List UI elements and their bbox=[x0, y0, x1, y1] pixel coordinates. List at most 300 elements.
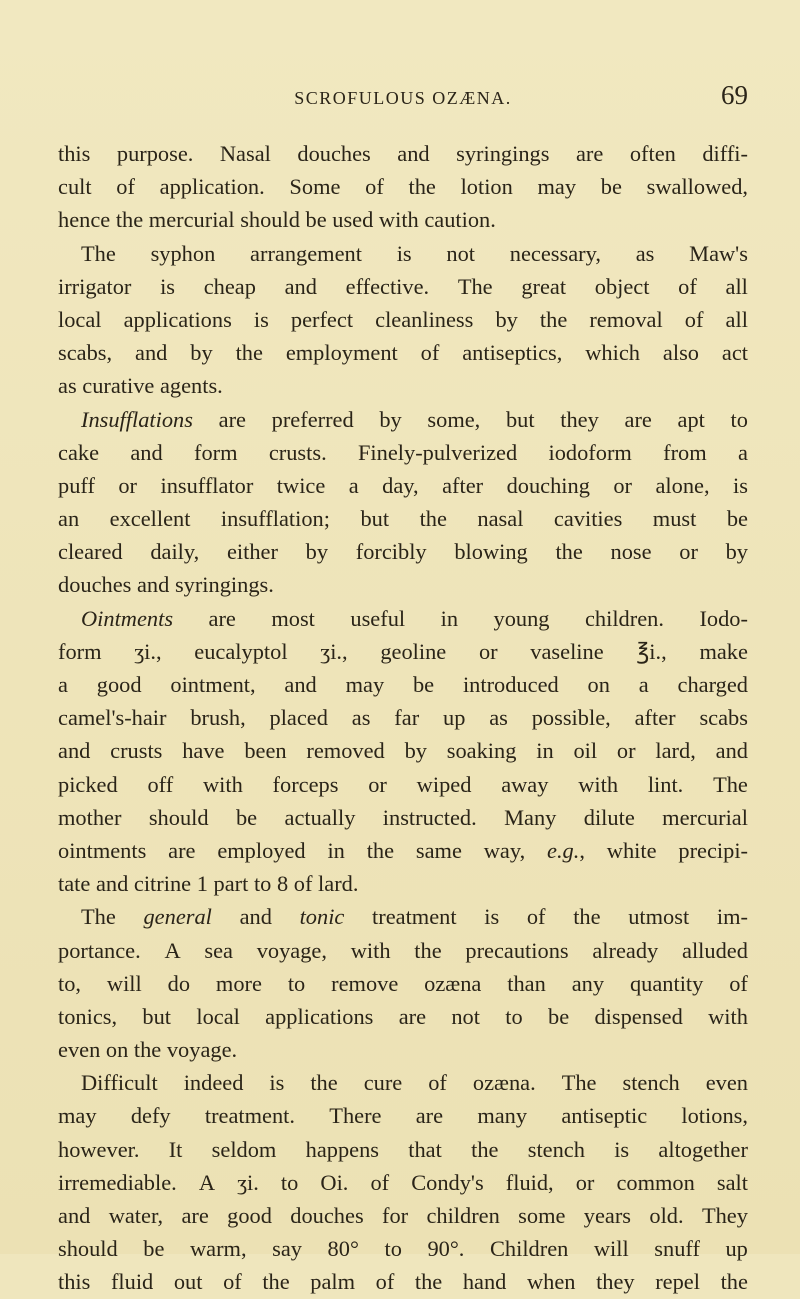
word: lotions, bbox=[681, 1103, 748, 1129]
word: part bbox=[213, 871, 249, 897]
word: blowing bbox=[454, 539, 528, 565]
word: voyage, bbox=[256, 937, 327, 963]
body-text bbox=[58, 137, 748, 1299]
word: ozæna bbox=[424, 970, 482, 996]
word: may bbox=[345, 672, 385, 697]
italic-term: e.g. bbox=[547, 837, 580, 863]
word: twice bbox=[276, 472, 326, 498]
word: to bbox=[384, 1236, 402, 1262]
text-line bbox=[58, 369, 748, 402]
word: is bbox=[160, 273, 175, 299]
word: do bbox=[167, 970, 191, 996]
word: all bbox=[725, 306, 748, 332]
word: be bbox=[548, 1003, 570, 1029]
word: cavities bbox=[553, 506, 623, 532]
word: with bbox=[378, 207, 419, 233]
word: are bbox=[624, 406, 652, 432]
word: water, bbox=[108, 1203, 164, 1228]
text-line bbox=[58, 303, 748, 336]
word: They bbox=[701, 1203, 748, 1228]
word: caution. bbox=[424, 207, 496, 233]
word: should bbox=[240, 207, 300, 233]
word: the bbox=[471, 1136, 499, 1162]
word: douches bbox=[297, 141, 371, 166]
text-line bbox=[58, 934, 748, 967]
word: but bbox=[505, 406, 535, 432]
word: possible, bbox=[531, 705, 611, 731]
word: applications bbox=[123, 306, 232, 332]
word: antiseptics, bbox=[462, 340, 563, 366]
word: an bbox=[58, 506, 80, 532]
word: with bbox=[350, 937, 391, 963]
word: and bbox=[284, 672, 317, 697]
word: are bbox=[208, 605, 236, 631]
word: the bbox=[310, 1070, 338, 1096]
word: removal bbox=[589, 306, 663, 332]
word: agents. bbox=[159, 373, 223, 399]
word: they bbox=[560, 406, 599, 432]
word: they bbox=[596, 1269, 635, 1295]
word: Maw's bbox=[689, 240, 748, 266]
text-line bbox=[58, 801, 748, 834]
word: ointments bbox=[58, 837, 147, 863]
word: daily, bbox=[150, 539, 200, 565]
word: precipi- bbox=[678, 837, 748, 863]
word: 90°. bbox=[427, 1236, 465, 1262]
word: scabs bbox=[699, 705, 748, 731]
word: purpose. bbox=[116, 141, 194, 166]
word: oil bbox=[573, 738, 598, 764]
word: but bbox=[360, 506, 390, 532]
word: defy bbox=[130, 1103, 171, 1129]
word: brush, bbox=[190, 705, 246, 731]
word: with bbox=[578, 771, 619, 797]
word: in bbox=[440, 605, 459, 631]
word: indeed bbox=[183, 1070, 244, 1096]
word: Iodo- bbox=[699, 605, 748, 631]
word: great bbox=[521, 273, 567, 299]
word: happens bbox=[305, 1136, 379, 1162]
word: stench bbox=[527, 1136, 585, 1162]
word: soaking bbox=[446, 738, 517, 764]
word: The bbox=[713, 771, 748, 797]
word: Difficult bbox=[81, 1070, 158, 1096]
word: dispensed bbox=[594, 1003, 683, 1029]
word: when bbox=[526, 1269, 576, 1295]
word: away bbox=[501, 771, 549, 797]
word: after bbox=[634, 705, 676, 731]
word: by bbox=[379, 406, 402, 432]
word: act bbox=[721, 340, 748, 366]
word: object bbox=[594, 273, 650, 299]
text-line bbox=[58, 834, 748, 867]
word: of bbox=[365, 174, 384, 200]
running-head bbox=[58, 80, 748, 120]
word: Nasal bbox=[219, 141, 271, 166]
word: removed bbox=[306, 738, 385, 764]
word: the bbox=[419, 506, 447, 532]
word: and bbox=[136, 572, 170, 598]
word: utmost bbox=[628, 904, 690, 930]
word: are bbox=[415, 1103, 444, 1129]
word: already bbox=[592, 937, 659, 963]
word: introduced bbox=[462, 672, 559, 697]
word: the bbox=[408, 174, 436, 200]
text-line bbox=[58, 967, 748, 1000]
word: hence bbox=[58, 207, 111, 233]
text-line bbox=[58, 1066, 748, 1099]
word: form bbox=[58, 638, 102, 664]
word: good bbox=[227, 1203, 272, 1228]
word bbox=[81, 403, 193, 436]
word: necessary, bbox=[509, 240, 601, 266]
word: 1 bbox=[196, 871, 208, 897]
word: by bbox=[305, 539, 329, 565]
word: A bbox=[164, 937, 181, 963]
word: douches bbox=[58, 572, 132, 598]
word: than bbox=[507, 970, 546, 996]
text-line bbox=[58, 137, 748, 170]
word: the bbox=[555, 539, 583, 565]
word: A bbox=[198, 1169, 215, 1195]
word: cure bbox=[363, 1070, 403, 1096]
text-line bbox=[58, 568, 748, 601]
word: on bbox=[105, 1037, 129, 1063]
word: cleared bbox=[58, 539, 123, 565]
word: off bbox=[147, 771, 174, 797]
word: palm bbox=[310, 1269, 356, 1295]
word: effective. bbox=[345, 273, 430, 299]
word: of bbox=[293, 871, 313, 897]
word: snuff bbox=[654, 1236, 700, 1262]
word: used bbox=[332, 207, 374, 233]
word: must bbox=[652, 506, 697, 532]
word: puff bbox=[58, 472, 95, 498]
word: cult bbox=[58, 174, 92, 200]
word: or bbox=[616, 738, 636, 764]
word: the bbox=[539, 306, 568, 332]
word: arrangement bbox=[250, 240, 362, 266]
word: fluid bbox=[110, 1269, 154, 1295]
word: will bbox=[106, 970, 142, 996]
word: and bbox=[58, 738, 91, 764]
word: lard, bbox=[655, 738, 696, 764]
word: is bbox=[269, 1070, 285, 1096]
word: lint. bbox=[647, 771, 684, 797]
word: common bbox=[616, 1169, 695, 1195]
word: applications bbox=[265, 1003, 374, 1029]
word: eucalyptol bbox=[194, 638, 288, 664]
word: some bbox=[518, 1203, 566, 1228]
word: are bbox=[168, 837, 196, 863]
word: up bbox=[443, 705, 466, 731]
word: is bbox=[733, 472, 748, 498]
word: forceps bbox=[272, 771, 339, 797]
word: and bbox=[397, 141, 430, 166]
text-line bbox=[58, 1232, 748, 1265]
word: 8 bbox=[276, 871, 289, 897]
word: or bbox=[478, 638, 498, 664]
word: also bbox=[662, 340, 699, 366]
word: a bbox=[348, 472, 359, 498]
word: most bbox=[271, 605, 315, 631]
word: the bbox=[235, 340, 263, 366]
word: same bbox=[415, 837, 462, 863]
word: many bbox=[477, 1103, 528, 1129]
word: the bbox=[414, 937, 442, 963]
word: to, bbox=[58, 970, 82, 996]
word: ʒi., bbox=[320, 638, 348, 664]
word: The bbox=[561, 1070, 597, 1096]
text-line bbox=[58, 469, 748, 502]
word bbox=[300, 900, 345, 933]
word: Oi. bbox=[320, 1169, 349, 1195]
word: by bbox=[725, 539, 748, 565]
word: of bbox=[370, 1169, 390, 1195]
word: repel bbox=[655, 1269, 700, 1295]
text-line bbox=[58, 635, 748, 668]
word: of bbox=[729, 970, 748, 996]
word: of bbox=[678, 273, 697, 299]
word: as bbox=[489, 705, 508, 731]
word: cake bbox=[58, 439, 100, 465]
word: be bbox=[235, 804, 258, 830]
word: of bbox=[375, 1269, 395, 1295]
text-line bbox=[58, 701, 748, 734]
word: dilute bbox=[583, 804, 635, 830]
word: There bbox=[329, 1103, 382, 1129]
word: may bbox=[537, 174, 577, 200]
word: to bbox=[730, 406, 748, 432]
text-line bbox=[58, 900, 748, 933]
text-line bbox=[58, 1133, 748, 1166]
word: ointment, bbox=[170, 672, 256, 697]
word: years bbox=[583, 1203, 632, 1228]
word: the bbox=[720, 1269, 748, 1295]
word: is bbox=[253, 306, 269, 332]
word: irrigator bbox=[58, 273, 132, 299]
word: in bbox=[536, 738, 554, 764]
word: douching bbox=[506, 472, 590, 498]
word: charged bbox=[677, 672, 748, 697]
word: Children bbox=[489, 1236, 569, 1262]
word: 80° bbox=[327, 1236, 359, 1262]
word: up bbox=[725, 1236, 748, 1262]
word: It bbox=[168, 1136, 183, 1162]
word: Some bbox=[289, 174, 341, 200]
word: mother bbox=[58, 804, 122, 830]
word: been bbox=[244, 738, 287, 764]
word: or bbox=[679, 539, 698, 565]
italic-term: Ointments bbox=[81, 605, 174, 631]
word: perfect bbox=[290, 306, 354, 332]
word: from bbox=[663, 439, 707, 465]
word: nose bbox=[610, 539, 652, 565]
word: make bbox=[699, 638, 748, 664]
running-title: SCROFULOUS OZÆNA. bbox=[294, 88, 512, 108]
word: not bbox=[446, 240, 476, 266]
word: iodoform bbox=[548, 439, 632, 465]
word: should bbox=[148, 804, 209, 830]
word: not bbox=[451, 1003, 480, 1029]
word: which bbox=[585, 340, 640, 366]
word: are bbox=[218, 406, 246, 432]
word: as bbox=[351, 705, 371, 731]
text-line bbox=[58, 1265, 748, 1298]
word: the bbox=[133, 1037, 162, 1063]
word: should bbox=[58, 1236, 118, 1262]
word: employed bbox=[217, 837, 306, 863]
word: are bbox=[398, 1003, 427, 1029]
word: be bbox=[726, 506, 748, 532]
word: however. bbox=[58, 1136, 140, 1162]
word: are bbox=[575, 141, 604, 166]
word: Many bbox=[504, 804, 557, 830]
word: lotion bbox=[460, 174, 513, 200]
word: the bbox=[366, 837, 395, 863]
word: will bbox=[593, 1236, 629, 1262]
word: cleanliness bbox=[375, 306, 474, 332]
word: forcibly bbox=[355, 539, 427, 565]
word: scabs, bbox=[58, 340, 113, 366]
word: ʒi. bbox=[237, 1169, 259, 1195]
word: sea bbox=[204, 937, 233, 963]
text-line bbox=[58, 1000, 748, 1033]
word: stench bbox=[622, 1070, 680, 1096]
word: the bbox=[414, 1269, 443, 1295]
word: often bbox=[629, 141, 676, 166]
word: by bbox=[495, 306, 518, 332]
word: douches bbox=[290, 1203, 364, 1228]
word: young bbox=[493, 605, 550, 631]
word: ʒi., bbox=[134, 638, 162, 664]
word: quantity bbox=[629, 970, 704, 996]
word: geoline bbox=[380, 638, 447, 664]
word: as bbox=[58, 373, 77, 399]
word: application. bbox=[159, 174, 265, 200]
word: be bbox=[143, 1236, 165, 1262]
word: with bbox=[708, 1003, 748, 1029]
word: in bbox=[327, 837, 345, 863]
word: or bbox=[613, 472, 633, 498]
word: and bbox=[95, 871, 129, 897]
word: some, bbox=[427, 406, 481, 432]
word: curative bbox=[82, 373, 155, 399]
word: picked bbox=[58, 771, 118, 797]
word: placed bbox=[269, 705, 328, 731]
word: The bbox=[457, 273, 493, 299]
word: cheap bbox=[203, 273, 256, 299]
word: ozæna. bbox=[472, 1070, 536, 1096]
word: local bbox=[196, 1003, 240, 1029]
word: the bbox=[262, 1269, 290, 1295]
word: remove bbox=[331, 970, 399, 996]
word: nasal bbox=[477, 506, 524, 532]
text-line bbox=[58, 867, 748, 900]
word: and bbox=[715, 738, 748, 764]
text-line bbox=[58, 502, 748, 535]
word: syphon bbox=[150, 240, 216, 266]
word: local bbox=[58, 306, 102, 332]
word: is bbox=[396, 240, 412, 266]
word: or bbox=[368, 771, 387, 797]
text-line bbox=[58, 436, 748, 469]
word: swallowed, bbox=[646, 174, 748, 200]
word: salt bbox=[716, 1169, 748, 1195]
word: way, bbox=[483, 837, 526, 863]
word: old. bbox=[649, 1203, 684, 1228]
text-line bbox=[58, 1166, 748, 1199]
word: to bbox=[287, 970, 306, 996]
word: more bbox=[215, 970, 262, 996]
page-number: 69 bbox=[721, 80, 748, 110]
word: a bbox=[638, 672, 649, 697]
text-line bbox=[58, 1199, 748, 1232]
word: and bbox=[239, 904, 272, 930]
word bbox=[81, 602, 173, 635]
word: lard. bbox=[318, 871, 359, 897]
word: alone, bbox=[655, 472, 710, 498]
word: the bbox=[573, 904, 601, 930]
word: warm, bbox=[189, 1236, 247, 1262]
word: children. bbox=[584, 605, 664, 631]
word: for bbox=[382, 1203, 409, 1228]
word: is bbox=[484, 904, 500, 930]
italic-term: tonic bbox=[299, 904, 345, 930]
text-line bbox=[58, 336, 748, 369]
word: The bbox=[81, 240, 116, 266]
word: citrine bbox=[133, 871, 192, 897]
text-line bbox=[58, 535, 748, 568]
word: of bbox=[526, 904, 546, 930]
word: with bbox=[202, 771, 243, 797]
word: excellent bbox=[109, 506, 191, 532]
word: a bbox=[737, 439, 748, 465]
word: this bbox=[58, 1269, 91, 1295]
word: of bbox=[223, 1269, 242, 1295]
text-line bbox=[58, 1099, 748, 1132]
word: but bbox=[142, 1003, 172, 1029]
word: by bbox=[190, 340, 213, 366]
word: this bbox=[58, 141, 91, 166]
text-line bbox=[58, 270, 748, 303]
word: out bbox=[173, 1269, 203, 1295]
word: to bbox=[280, 1169, 299, 1195]
word: of bbox=[420, 340, 440, 366]
word: irremediable. bbox=[58, 1169, 177, 1195]
word: employment bbox=[285, 340, 398, 366]
word: mercurial bbox=[148, 207, 235, 233]
word: have bbox=[182, 738, 225, 764]
word: either bbox=[226, 539, 278, 565]
word: good bbox=[96, 672, 142, 697]
word: precautions bbox=[465, 937, 569, 963]
word: syringings bbox=[456, 141, 550, 166]
word: useful bbox=[350, 605, 406, 631]
word: The bbox=[81, 904, 116, 930]
word: far bbox=[394, 705, 420, 731]
word: insufflation; bbox=[220, 506, 330, 532]
word: tonics, bbox=[58, 1003, 118, 1029]
word: e.g., bbox=[547, 837, 585, 863]
word: insufflator bbox=[160, 472, 254, 498]
word: white bbox=[606, 837, 657, 863]
word: say bbox=[272, 1236, 302, 1262]
word: camel's-hair bbox=[58, 705, 167, 731]
word: fluid, bbox=[505, 1169, 554, 1195]
text-line bbox=[58, 403, 748, 436]
word: crusts. bbox=[268, 439, 327, 465]
